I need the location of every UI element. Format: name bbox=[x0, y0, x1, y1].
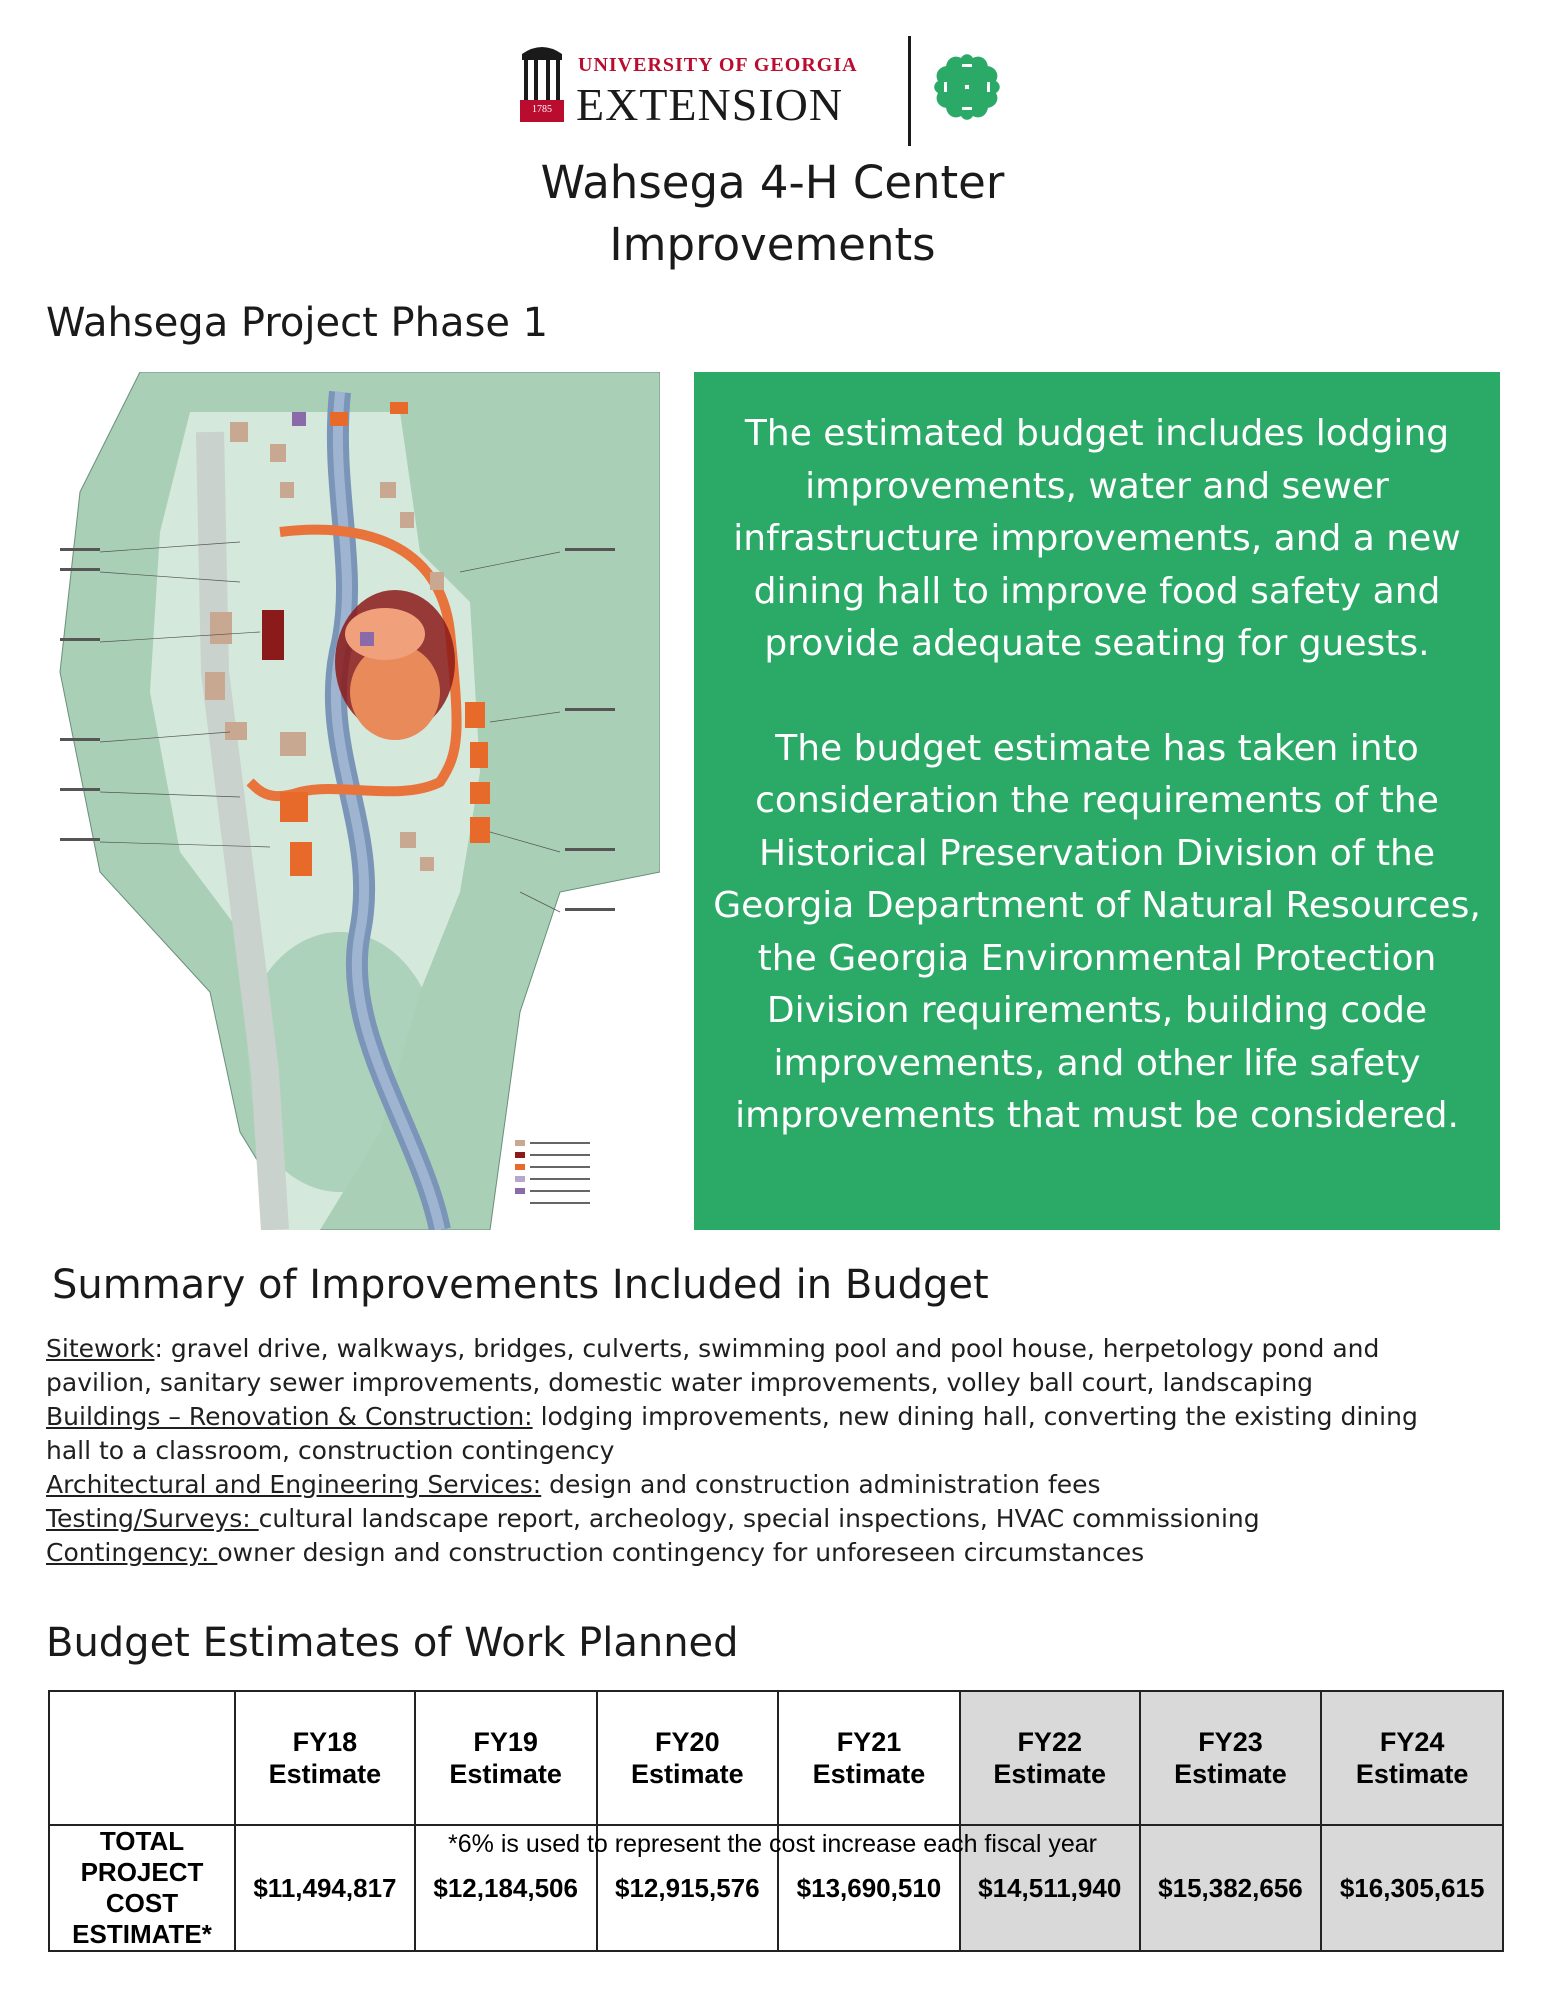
row-label-line: TOTAL bbox=[99, 1826, 185, 1856]
info-paragraph-2: The budget estimate has taken into consideration the requirements of the Historical Preservation Division of the Georgia Department of Natural Resources, the Georgia Environmental Protection Division requirements, building code improvements, and other life safety improvements that must be considered. bbox=[713, 727, 1481, 1136]
table-header-cell bbox=[235, 1691, 415, 1825]
table-header-row bbox=[49, 1691, 1503, 1825]
budget-table bbox=[48, 1690, 1504, 1952]
estimate-label: Estimate bbox=[1355, 1759, 1469, 1789]
summary-list bbox=[46, 1332, 1466, 1570]
estimate-label: Estimate bbox=[268, 1759, 382, 1789]
summary-item-buildings bbox=[46, 1400, 1466, 1468]
summary-item-sep bbox=[533, 1402, 541, 1431]
table-header-cell bbox=[597, 1691, 779, 1825]
table-header-cell bbox=[1321, 1691, 1503, 1825]
row-label-line: PROJECT bbox=[80, 1857, 204, 1887]
summary-item-text: lodging improvements, new dining hall, converting the existing dining hall to a classroom, construction contingency bbox=[46, 1402, 1418, 1465]
table-header-cell bbox=[415, 1691, 597, 1825]
cost-cell: $14,511,940 bbox=[960, 1825, 1140, 1951]
estimate-label: Estimate bbox=[1174, 1759, 1287, 1789]
summary-item-sitework bbox=[46, 1332, 1466, 1400]
table-header-cell bbox=[960, 1691, 1140, 1825]
fiscal-year: FY23 bbox=[1198, 1727, 1263, 1757]
budget-info-panel bbox=[694, 372, 1500, 1230]
cost-cell: $15,382,656 bbox=[1140, 1825, 1322, 1951]
cost-cell: $12,915,576 bbox=[597, 1825, 779, 1951]
summary-item-text: owner design and construction contingency for unforeseen circumstances bbox=[217, 1538, 1145, 1567]
summary-item-label: Testing/Surveys: bbox=[46, 1504, 259, 1533]
4h-clover-icon bbox=[930, 50, 1004, 124]
row-label-line: COST bbox=[105, 1888, 179, 1918]
summary-item-label: Sitework bbox=[46, 1334, 155, 1363]
fiscal-year: FY24 bbox=[1379, 1727, 1445, 1757]
summary-item-label: Architectural and Engineering Services: bbox=[46, 1470, 542, 1499]
summary-item-architecture bbox=[46, 1468, 1466, 1502]
estimate-label: Estimate bbox=[812, 1759, 926, 1789]
logo-divider bbox=[908, 36, 911, 146]
budget-footnote: *6% is used to represent the cost increase each fiscal year bbox=[448, 1830, 1097, 1858]
info-paragraph-1: The estimated budget includes lodging improvements, water and sewer infrastructure improvements, and a new dining hall to improve food safety and provide adequate seating for guests. bbox=[733, 413, 1461, 664]
title-line-2: Improvements bbox=[609, 218, 936, 271]
org-name: UNIVERSITY OF GEORGIA bbox=[578, 54, 858, 76]
site-plan-drawing bbox=[40, 372, 660, 1230]
fiscal-year: FY21 bbox=[836, 1727, 902, 1757]
estimate-label: Estimate bbox=[631, 1759, 744, 1789]
table-header-cell bbox=[1140, 1691, 1322, 1825]
fiscal-year: FY22 bbox=[1017, 1727, 1082, 1757]
cost-cell: $16,305,615 bbox=[1321, 1825, 1503, 1951]
title-line-1: Wahsega 4-H Center bbox=[540, 156, 1005, 209]
table-header-cell bbox=[778, 1691, 960, 1825]
summary-item-text: gravel drive, walkways, bridges, culverts, swimming pool and pool house, herpetology pond and pavilion, sanitary sewer improvements, domestic water improvements, volley ball court, landscaping bbox=[46, 1334, 1380, 1397]
page-title bbox=[0, 152, 1545, 276]
uga-extension-logo bbox=[520, 36, 1020, 156]
fiscal-year: FY18 bbox=[292, 1727, 358, 1757]
summary-item-contingency bbox=[46, 1536, 1466, 1570]
row-label-line: ESTIMATE* bbox=[72, 1919, 212, 1949]
cost-cell: $12,184,506 bbox=[415, 1825, 597, 1951]
cost-cell: $11,494,817 bbox=[235, 1825, 415, 1951]
estimate-label: Estimate bbox=[993, 1759, 1106, 1789]
seal-year: 1785 bbox=[532, 104, 552, 115]
fiscal-year: FY20 bbox=[655, 1727, 720, 1757]
summary-item-label: Buildings – Renovation & Construction: bbox=[46, 1402, 533, 1431]
summary-item-sep: : bbox=[154, 1334, 171, 1363]
estimate-label: Estimate bbox=[449, 1759, 562, 1789]
summary-heading: Summary of Improvements Included in Budget bbox=[52, 1262, 989, 1308]
budget-heading: Budget Estimates of Work Planned bbox=[46, 1620, 739, 1666]
site-plan-map bbox=[40, 372, 660, 1230]
phase-heading: Wahsega Project Phase 1 bbox=[46, 300, 549, 346]
org-unit: EXTENSION bbox=[576, 79, 844, 130]
summary-item-text: design and construction administration fees bbox=[549, 1470, 1101, 1499]
summary-item-text: cultural landscape report, archeology, special inspections, HVAC commissioning bbox=[258, 1504, 1260, 1533]
fiscal-year: FY19 bbox=[473, 1727, 538, 1757]
summary-item-label: Contingency: bbox=[46, 1538, 218, 1567]
summary-item-testing bbox=[46, 1502, 1466, 1536]
cost-cell: $13,690,510 bbox=[778, 1825, 960, 1951]
table-corner-cell bbox=[49, 1691, 235, 1825]
summary-item-sep bbox=[541, 1470, 549, 1499]
